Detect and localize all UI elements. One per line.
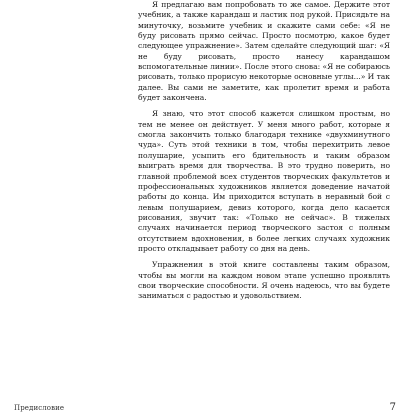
main-text-block — [138, 0, 390, 308]
running-footer-section-title: Предисловие — [14, 404, 65, 412]
page-footer — [14, 402, 396, 416]
paragraph-2: Я знаю, что этот способ кажется слишком простым, но тем не менее он действует. У меня много работ, которые я смогла закончить только благодаря технике «двухминутного чуда». Суть этой техники в том, чтобы перехитрить левое полушарие, усыпить его бдительность и таким образом выиграть время для творчества. В это трудно поверить, но главной проблемой всех студентов творческих факультетов и профессиональных художников является доведение начатой работы до конца. Им приходится вступать в неравный бой с левым полушарием, девиз которого, когда дело касается рисования, звучит так: «Только не сейчас». В тяжелых случаях начинается период творческого застоя с полным отсутствием вдохновения, в более легких случаях художник просто откладывает работу со дня на день. — [138, 109, 390, 253]
paragraph-1: Я предлагаю вам попробовать то же самое. Держите этот учебник, а также карандаш и ластик под рукой. Присядьте на минуточку, возьмите учебник и скажите сами себе: «Я не буду рисовать прямо сейчас. Просто посмотрю, какое будет следующее упражнение». Затем сделайте следующий шаг: «Я не буду рисовать, просто нанесу карандашом вспомогательные линии». После этого снова: «Я не собираюсь рисовать, только прорисую некоторые основные углы...» И так далее. Вы сами не заметите, как пролетит время и работа будет закончена. — [138, 0, 390, 103]
page-number: 7 — [389, 402, 396, 413]
paragraph-3: Упражнения в этой книге составлены таким образом, чтобы вы могли на каждом новом этапе успешно проявлять свои творческие способности. Я очень надеюсь, что вы будете заниматься с радостью и удовольствием. — [138, 260, 390, 301]
